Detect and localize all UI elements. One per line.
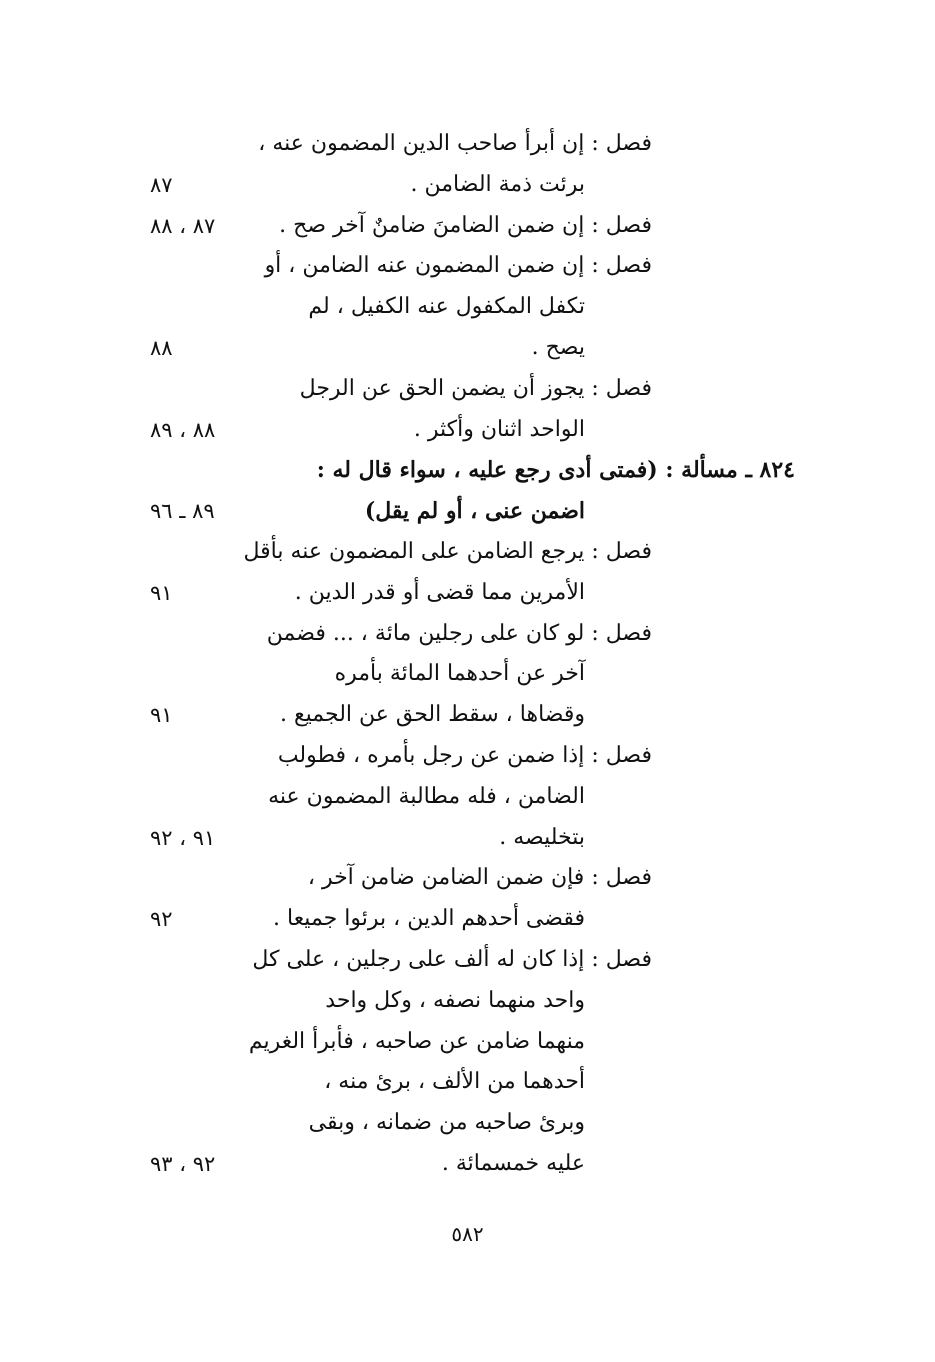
entry-text: [272, 1103, 585, 1143]
entry-text: [258, 124, 652, 164]
entry-text: [272, 736, 652, 776]
index-line: [0, 981, 935, 1021]
entry-body: فإن ضمن الضامن ضامن آخر ،: [307, 865, 585, 890]
entry-text: [272, 899, 585, 939]
entry-body: يرجع الضامن على المضمون عنه بأقل: [243, 539, 585, 564]
page-reference: ٩١: [150, 581, 173, 605]
masala-label: ٨٢٤ ـ مسألة :: [665, 457, 795, 483]
index-line: [0, 614, 935, 654]
entry-text: [272, 818, 585, 858]
entry-body: إن أبرأ صاحب الدين المضمون عنه ،: [258, 131, 585, 156]
entry-body: الضامن ، فله مطالبة المضمون عنه: [268, 784, 585, 809]
entry-body: تكفل المكفول عنه الكفيل ، لم: [308, 294, 585, 319]
entry-body: واحد منهما نصفه ، وكل واحد: [325, 988, 585, 1013]
index-line: [0, 124, 935, 164]
entry-text: [272, 369, 652, 409]
index-line: [0, 165, 935, 205]
entry-body: عليه خمسمائة .: [441, 1151, 585, 1176]
index-line: [0, 1144, 935, 1184]
entry-body: إذا كان له ألف على رجلين ، على كل: [252, 947, 585, 972]
entry-body: يصح .: [531, 335, 585, 360]
fasl-label: فصل :: [591, 621, 652, 646]
entry-text: [266, 614, 652, 654]
page-reference: ٨٨ ، ٨٩: [150, 418, 216, 442]
index-line: [0, 328, 935, 368]
entry-text: [272, 410, 585, 450]
entry-body: فقضى أحدهم الدين ، برئوا جميعا .: [273, 906, 585, 931]
index-line: [0, 246, 935, 286]
entry-text: [268, 777, 585, 817]
entry-text: [243, 532, 652, 572]
index-line: [0, 858, 935, 898]
fasl-label: فصل :: [591, 743, 652, 768]
entry-body: آخر عن أحدهما المائة بأمره: [334, 661, 585, 686]
page-reference: ٨٨: [150, 336, 173, 360]
entry-text: [272, 573, 585, 613]
index-line: [0, 695, 935, 735]
entry-body: وقضاها ، سقط الحق عن الجميع .: [279, 702, 585, 727]
entry-body: (فمتى أدى رجع عليه ، سواء قال له :: [316, 457, 658, 483]
entry-body: بتخليصه .: [499, 825, 585, 850]
entry-text: [272, 1062, 585, 1102]
index-line: [0, 736, 935, 776]
entry-body: إذا ضمن عن رجل بأمره ، فطولب: [277, 743, 585, 768]
index-line: [0, 532, 935, 572]
index-line: [0, 573, 935, 613]
fasl-label: فصل :: [591, 865, 652, 890]
index-line: [0, 287, 935, 327]
entry-body: إن ضمن الضامنَ ضامنٌ آخر صح .: [279, 213, 585, 238]
entry-text: [275, 450, 795, 490]
entry-body: منهما ضامن عن صاحبه ، فأبرأ الغريم: [248, 1029, 585, 1054]
entry-body: يجوز أن يضمن الحق عن الرجل: [299, 376, 585, 401]
index-line: [0, 1062, 935, 1102]
entry-text: [248, 1022, 585, 1062]
entry-text: [252, 940, 652, 980]
fasl-label: فصل :: [591, 131, 652, 156]
entry-text: [264, 246, 652, 286]
page-reference: ٩٢ ، ٩٣: [150, 1152, 216, 1176]
page-number: ٥٨٢: [451, 1222, 484, 1246]
index-line: [0, 777, 935, 817]
entry-text: [272, 981, 585, 1021]
entry-text: [272, 858, 652, 898]
page-reference: ٩١ ، ٩٢: [150, 826, 216, 850]
entry-text: [272, 491, 585, 531]
fasl-label: فصل :: [591, 947, 652, 972]
entry-body: اضمن عنى ، أو لم يقل): [364, 498, 585, 524]
entry-text: [272, 287, 585, 327]
entry-body: أحدهما من الألف ، برئ منه ،: [324, 1069, 585, 1094]
index-line: [0, 369, 935, 409]
entry-body: برئت ذمة الضامن .: [410, 172, 585, 197]
entry-text: [272, 654, 585, 694]
fasl-label: فصل :: [591, 539, 652, 564]
index-line: [0, 1022, 935, 1062]
index-line: [0, 899, 935, 939]
index-line: [0, 940, 935, 980]
index-line: [0, 206, 935, 246]
index-line: [0, 818, 935, 858]
index-line: [0, 450, 935, 490]
entry-body: الأمرين مما قضى أو قدر الدين .: [294, 580, 585, 605]
entry-body: الواحد اثنان وأكثر .: [413, 417, 585, 442]
page-reference: ٨٩ ـ ٩٦: [150, 499, 215, 523]
index-line: [0, 491, 935, 531]
fasl-label: فصل :: [591, 376, 652, 401]
index-line: [0, 1103, 935, 1143]
entry-text: [272, 1144, 585, 1184]
entry-body: إن ضمن المضمون عنه الضامن ، أو: [264, 253, 585, 278]
page-reference: ٩٢: [150, 907, 173, 931]
fasl-label: فصل :: [591, 213, 652, 238]
entry-text: [272, 328, 585, 368]
entry-body: لو كان على رجلين مائة ، ... فضمن: [266, 621, 585, 646]
page-reference: ٨٧: [150, 173, 173, 197]
entry-text: [272, 206, 652, 246]
index-line: [0, 654, 935, 694]
index-line: [0, 410, 935, 450]
page-reference: ٨٧ ، ٨٨: [150, 214, 216, 238]
page-reference: ٩١: [150, 703, 173, 727]
entry-text: [272, 695, 585, 735]
entry-body: وبرئ صاحبه من ضمانه ، وبقى: [308, 1110, 585, 1135]
fasl-label: فصل :: [591, 253, 652, 278]
entry-text: [272, 165, 585, 205]
